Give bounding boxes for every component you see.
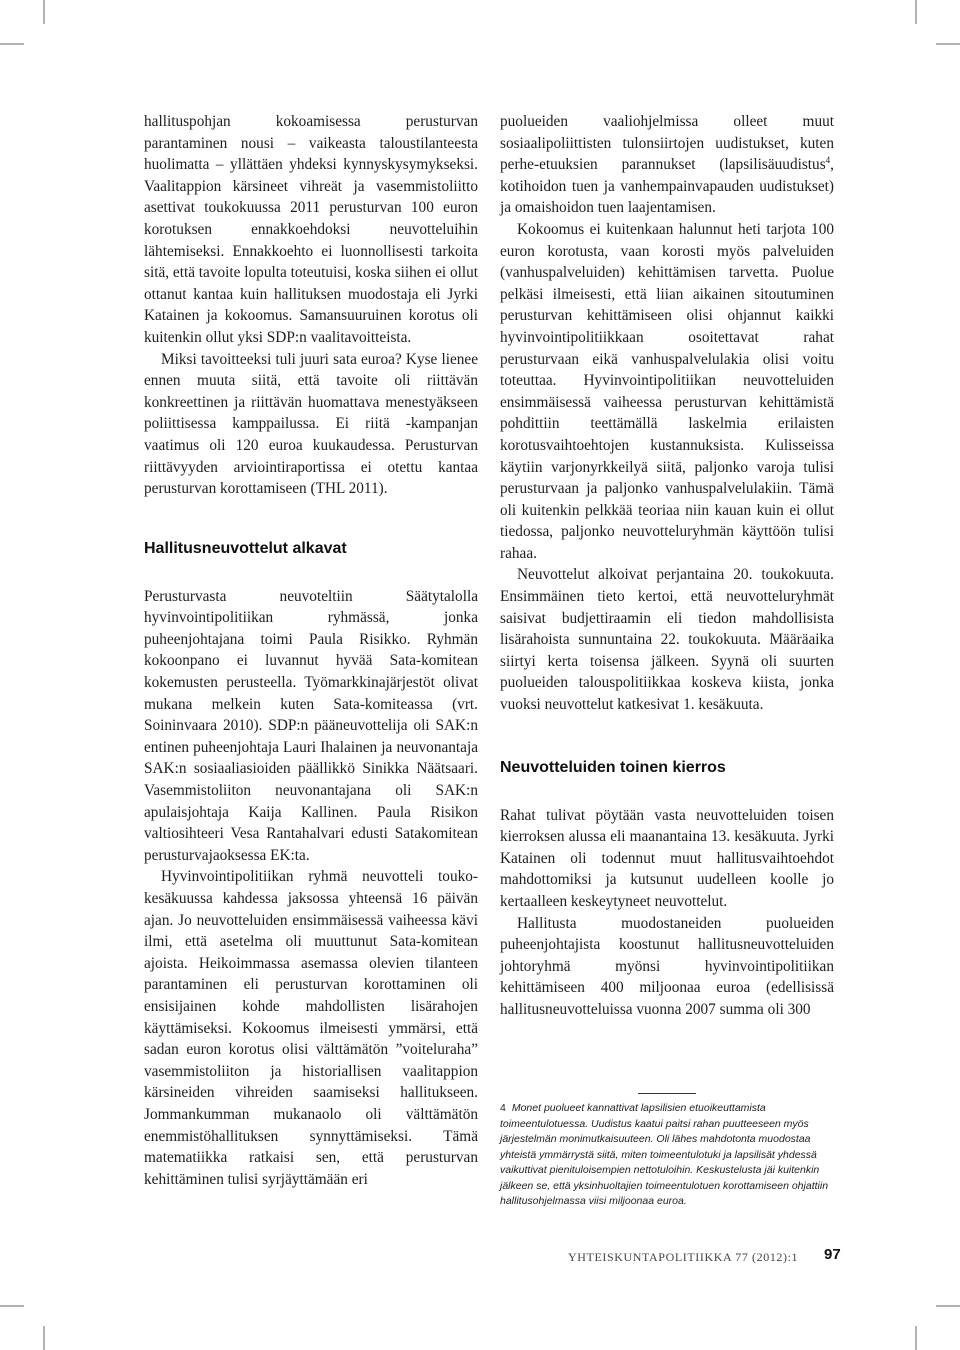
body-paragraph: Miksi tavoitteeksi tuli juuri sata euroa? Kyse lienee ennen muuta siitä, että tavoite oli riittävän konkreettinen ja riittävän huomattava menestyäkseen poliittisessa kamppailussa. Ei riitä -kampanjan vaatimus oli 120 euroa kuukaudessa. Perusturvan riittävyyden arviointiraportissa ei otettu kantaa perusturvan korottamiseen (THL 2011). <box>144 350 478 498</box>
footnote-divider <box>638 1093 696 1094</box>
running-head: YHTEISKUNTAPOLITIIKKA 77 (2012):1 <box>568 1250 799 1264</box>
crop-mark <box>915 0 917 24</box>
body-paragraph: Hyvinvointipolitiikan ryhmä neuvotteli touko-kesäkuussa kahdessa jaksossa yhteensä 16 päivän ajan. Jo neuvotteluiden ensimmäisessä vaiheessa kävi ilmi, että asetelma oli muuttunut Sata-komitean ajoista. Heikoimmassa asemassa olevien tilanteen parantaminen eli perusturvan korottaminen oli ensisijainen kohde mahdollisten lisärahojen käyttämiseksi. Kokoomus ilmeisesti ymmärsi, että sadan euron korotus olisi välttämätön ”voiteluraha” vasemmistoliiton ja historiallisen vaalitappion kärsineiden vihreiden saamiseksi hallitukseen. Jommankumman mukanaolo oli välttämätön enemmistöhallituksen synnyttämiseksi. Tämä matematiikka ratkaisi sen, että perusturvan kehittäminen tulisi syrjäyttämään eri <box>144 868 478 1188</box>
crop-mark <box>936 43 960 45</box>
crop-mark <box>936 1305 960 1307</box>
footnote-reference: 4 <box>825 155 831 166</box>
footnote-number: 4 <box>500 1102 506 1114</box>
crop-mark <box>43 1326 45 1350</box>
body-paragraph <box>500 111 834 219</box>
body-paragraph: Neuvottelut alkoivat perjantaina 20. toukokuuta. Ensimmäinen tieto kertoi, että neuvotteluryhmät saisivat budjettiraamin eli tiedon mahdollisista lisärahoista sunnuntaina 22. toukokuuta. Määräaika siirtyi kerta toisensa jälkeen. Syynä oli suurten puolueiden talouspolitiikkaa koskeva kiista, jonka vuoksi neuvottelut katkesivat 1. kesäkuuta. <box>500 566 834 714</box>
body-paragraph: Kokoomus ei kuitenkaan halunnut heti tarjota 100 euron korotusta, vaan korosti myös palveluiden (vanhuspalveluiden) kehittämisen tarvetta. Puolue pelkäsi ilmeisesti, että liian aikainen sitoutuminen perusturvan kehittämiseen olisi ohjannut kaikki hyvinvointipolitiikkaan osoitettavat rahat perusturvaan eikä vanhuspalvelulakia olisi voitu toteuttaa. Hyvinvointipolitiikan neuvotteluiden ensimmäisessä vaiheessa perusturvan kehittämistä pohdittiin teettämällä laskelmia erilaisten korotusvaihtoehtojen kustannuksista. Kulisseissa käytiin varjonyrkkeilyä siitä, paljonko varoja tulisi perusturvaan ja paljonko vanhuspalvelulakiin. Tämä oli kuitenkin pelkkää teoriaa niin kauan kuin ei ollut tiedossa, paljonko neuvotteluryhmän käyttöön tulisi rahaa. <box>500 220 834 562</box>
footnote-text: Monet puolueet kannattivat lapsilisien etuoikeuttamista toimeentulotuessa. Uudistus kaatui paitsi rahan puutteeseen myös järjestelmän monimutkaisuuteen. Oli lähes mahdotonta muodostaa yhteistä ymmärrystä siitä, miten toimeentulotuki ja lapsilisät yhdessä vaikuttivat pienituloisempien nettotuloihin. Keskustelusta jäi kuitenkin jälkeen se, että yksinhuoltajien toimeentulotuen korottamiseen ohjattiin hallitusohjelmassa viisi miljoonaa euroa. <box>500 1102 829 1207</box>
body-text: , kotihoidon tuen ja vanhempainvapauden uudistukset) ja omaishoidon tuen laajentamisen. <box>500 156 834 217</box>
body-paragraph: Perusturvasta neuvoteltiin Säätytalolla hyvinvointipolitiikan ryhmässä, jonka puheenjohtajana toimi Paula Risikko. Ryhmän kokoonpano ei luvannut hyvää Sata-komitean kokemusten perusteella. Työmarkkinajärjestöt olivat mukana melkein kuten Sata-komiteassa (vrt. Soininvaara 2010). SDP:n pääneuvottelija oli SAK:n entinen puheenjohtaja Lauri Ihalainen ja neuvonantaja SAK:n sosiaaliasioiden päällikkö Sinikka Näätsaari. Vasemmistoliiton neuvonantajana oli SAK:n apulaisjohtaja Kaija Kallinen. Paula Risikon valtiosihteeri Vesa Rantahalvari edusti Satakomitean perusturvajaoksessa EK:ta. <box>144 587 478 864</box>
crop-mark <box>915 1326 917 1350</box>
left-column <box>144 111 478 1190</box>
section-heading: Hallitusneuvottelut alkavat <box>144 539 347 557</box>
section-heading: Neuvotteluiden toinen kierros <box>500 758 726 776</box>
body-text: puolueiden vaaliohjelmissa olleet muut sosiaalipoliittisten tulonsiirtojen uudistukset, kuten perhe-etuuksien parannukset (lapsilisäuudistus <box>500 113 834 174</box>
crop-mark <box>0 43 24 45</box>
body-paragraph: Hallitusta muodostaneiden puolueiden puheenjohtajista koostunut hallitusneuvotteluiden johtoryhmä myönsi hyvinvointipolitiikan kehittämiseen 400 miljoonaa euroa (edellisissä hallitusneuvotteluissa vuonna 2007 summa oli 300 <box>500 914 834 1018</box>
body-paragraph: Rahat tulivat pöytään vasta neuvotteluiden toisen kierroksen alussa eli maanantaina 13. kesäkuuta. Jyrki Katainen oli todennut muut hallitusvaihtoehdot mahdottomiksi ja kutsunut uudelleen koolle jo kertaalleen keskeytyneet neuvottelut. <box>500 806 834 910</box>
right-column <box>500 111 834 1021</box>
footnote <box>500 1101 834 1210</box>
crop-mark <box>0 1305 24 1307</box>
body-paragraph: hallituspohjan kokoamisessa perusturvan parantaminen nousi – vaikeasta taloustilanteesta huolimatta – yllättäen yhdeksi kynnyskysymykseksi. Vaalitappion kärsineet vihreät ja vasemmistoliitto asettivat toukokuussa 2011 perusturvan 100 euron korotuksen ennakkoehdoksi neuvotteluihin lähtemiseksi. Ennakkoehto ei luonnollisesti tarkoita sitä, että tavoite lopulta toteutuisi, koska siihen ei ollut ottanut kantaa kuin hallituksen muodostaja eli Jyrki Katainen ja kokoomus. Samansuuruinen korotus oli kuitenkin ollut yksi SDP:n vaalitavoitteista. <box>144 113 478 346</box>
page-number: 97 <box>824 1246 841 1263</box>
crop-mark <box>43 0 45 24</box>
